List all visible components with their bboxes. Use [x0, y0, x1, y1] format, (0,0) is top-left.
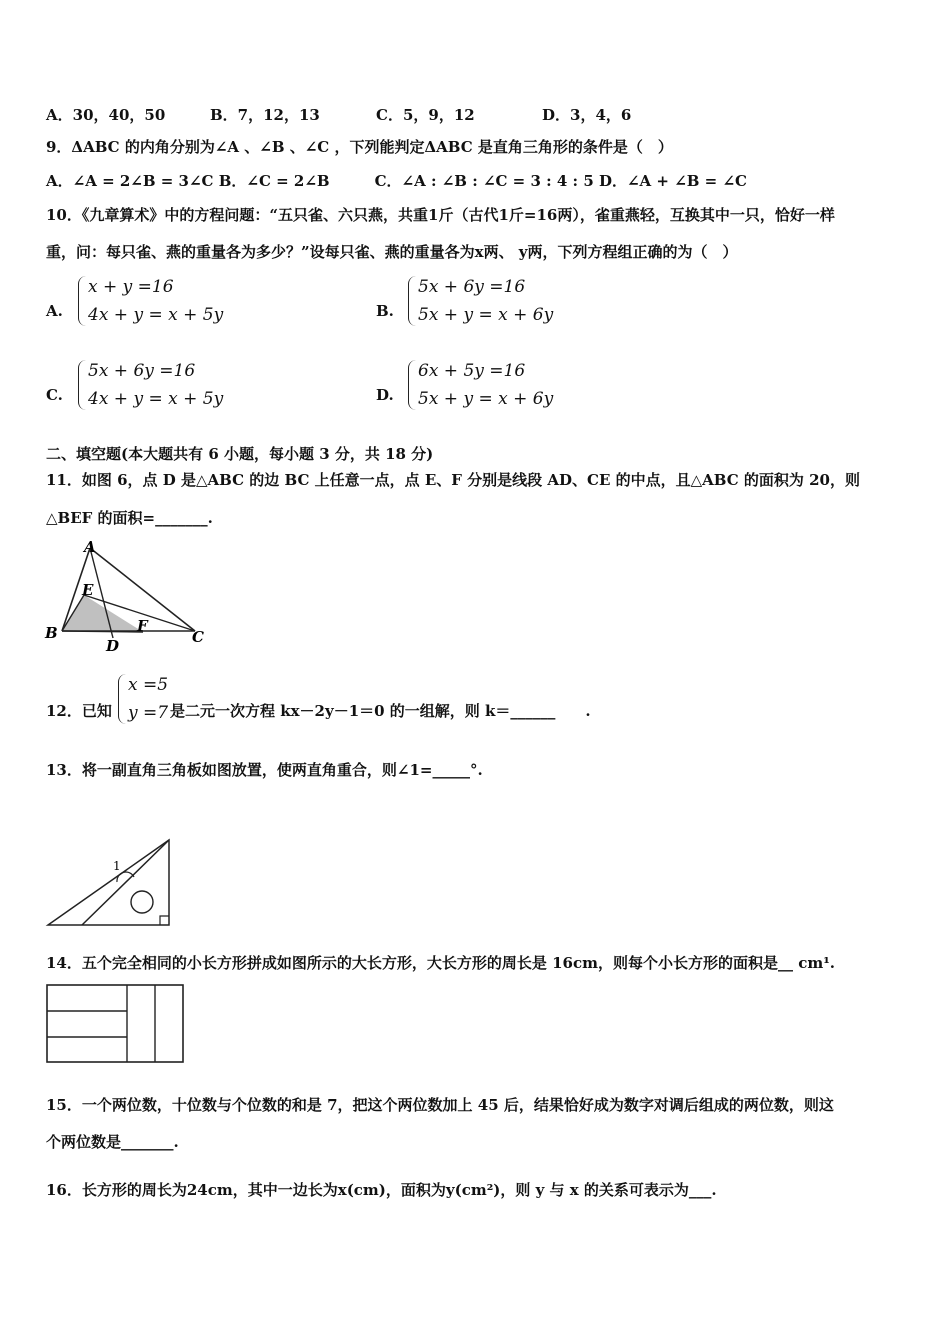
- brace-icon: [118, 674, 127, 724]
- q8-option-a: A．30，40，50: [46, 106, 166, 124]
- q9-options: A．∠A = 2∠B = 3∠C B．∠C = 2∠B C．∠A : ∠B : ∠C = 3 : 4 : 5 D．∠A + ∠B = ∠C: [46, 172, 747, 190]
- q10-line2: 重，问：每只雀、燕的重量各为多少？”设每只雀、燕的重量各为x两、 y两，下列方程组正确的为（ ）: [46, 243, 738, 261]
- triangle-ruler-1: [48, 840, 169, 925]
- equation: 5x + y = x + 6y: [418, 305, 554, 325]
- q8-option-d: D．3，4，6: [542, 106, 632, 124]
- q9-stem: 9．ΔABC 的内角分别为∠A 、∠B 、∠C ，下列能判定ΔABC 是直角三角形的条件是（ ）: [46, 138, 673, 156]
- equation: 4x + y = x + 5y: [88, 305, 224, 325]
- q16-text: 16．长方形的周长为24cm，其中一边长为x(cm)，面积为y(cm²)，则 y 与 x 的关系可表示为___.: [46, 1181, 717, 1199]
- label-e: E: [82, 581, 94, 599]
- q10-option-d-label: D.: [376, 386, 394, 404]
- angle-1-label: 1: [113, 859, 121, 873]
- equation: 5x + 6y =16: [418, 277, 526, 297]
- q12-prefix: 12．已知: [46, 702, 112, 720]
- equation: 6x + 5y =16: [418, 361, 526, 381]
- equation: x + y =16: [88, 277, 174, 297]
- q10-option-a-system: [78, 273, 223, 329]
- brace-icon: [408, 360, 417, 410]
- ruler-hole: [131, 891, 153, 913]
- q10-option-a-label: A.: [46, 302, 63, 320]
- equation: 5x + y = x + 6y: [418, 389, 554, 409]
- q8-option-c: C．5，9，12: [376, 106, 475, 124]
- q15-line1: 15．一个两位数，十位数与个位数的和是 7，把这个两位数加上 45 后，结果恰好成为数字对调后组成的两位数，则这: [46, 1096, 834, 1114]
- label-d: D: [106, 637, 120, 655]
- right-angle-mark: [160, 916, 169, 925]
- label-b: B: [45, 624, 58, 642]
- q10-option-c-system: [78, 357, 223, 413]
- brace-icon: [408, 276, 417, 326]
- section-heading: 二、填空题(本大题共有 6 小题，每小题 3 分，共 18 分): [46, 445, 434, 463]
- label-c: C: [192, 628, 204, 646]
- q10-option-c-label: C.: [46, 386, 63, 404]
- equation: 5x + 6y =16: [88, 361, 196, 381]
- q12-system: [118, 671, 168, 727]
- q15-line2: 个两位数是_______.: [46, 1133, 179, 1151]
- label-a: A: [84, 538, 96, 556]
- segment-bf: [62, 631, 143, 632]
- q11-line2: △BEF 的面积=_______.: [46, 509, 213, 527]
- big-rectangle: [47, 985, 183, 1062]
- equation: y =7: [128, 703, 169, 723]
- q14-text: 14．五个完全相同的小长方形拼成如图所示的大长方形，大长方形的周长是 16cm，则每个小长方形的面积是__ cm¹.: [46, 954, 835, 972]
- brace-icon: [78, 276, 87, 326]
- q11-triangle-figure: [40, 538, 220, 656]
- brace-icon: [78, 360, 87, 410]
- q10-option-b-system: [408, 273, 553, 329]
- equation: 4x + y = x + 5y: [88, 389, 224, 409]
- q10-option-d-system: [408, 357, 553, 413]
- equation: x =5: [128, 675, 169, 695]
- q10-option-b-label: B.: [376, 302, 394, 320]
- q10-line1: 10．《九章算术》中的方程问题：“五只雀、六只燕，共重1斤（古代1斤=16两），雀重燕轻，互换其中一只，恰好一样: [46, 206, 835, 224]
- q13-text: 13．将一副直角三角板如图放置，使两直角重合，则∠1=_____°.: [46, 761, 483, 779]
- q12-suffix: 是二元一次方程 kx－2y－1＝0 的一组解，则 k＝______ .: [170, 702, 591, 720]
- q8-option-b: B．7，12，13: [210, 106, 320, 124]
- q14-rectangle-figure: [45, 983, 187, 1065]
- label-f: F: [137, 617, 148, 635]
- q11-line1: 11．如图 6，点 D 是△ABC 的边 BC 上任意一点，点 E、F 分别是线段 AD、CE 的中点，且△ABC 的面积为 20，则: [46, 471, 860, 489]
- q13-set-square-figure: [40, 830, 180, 930]
- triangle-ruler-2-edge: [82, 840, 169, 925]
